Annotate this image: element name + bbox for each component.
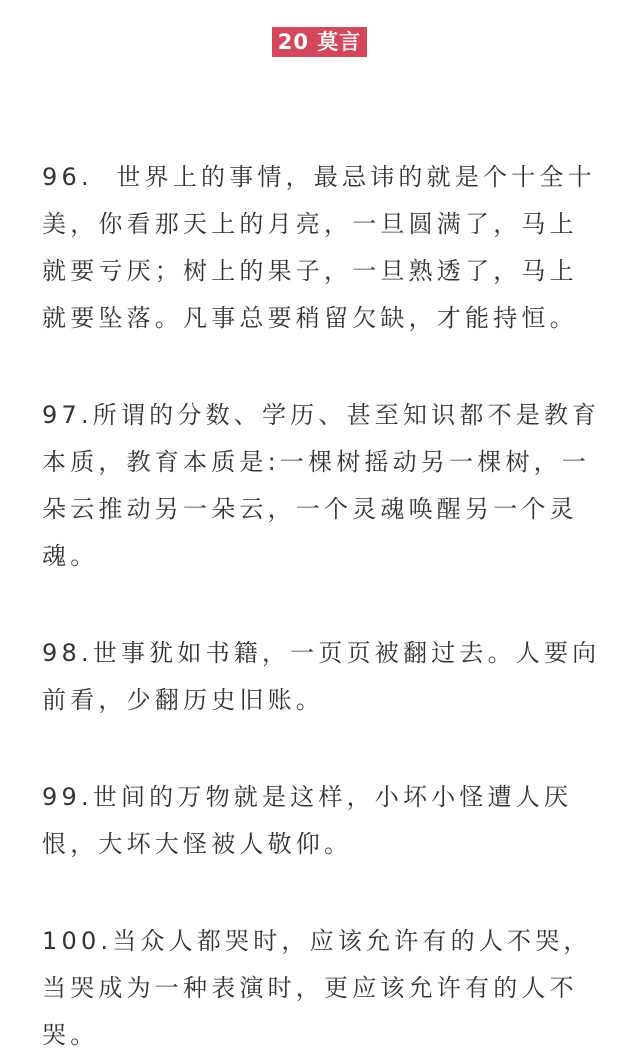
section-title-badge: 20 莫言	[272, 27, 367, 57]
quote-list	[42, 154, 602, 1059]
quote-98: 98.世事犹如书籍，一页页被翻过去。人要向前看，少翻历史旧账。	[42, 639, 601, 714]
quote-97: 97.所谓的分数、学历、甚至知识都不是教育本质，教育本质是:一棵树摇动另一棵树，一朵云推动另一朵云，一个灵魂唤醒另一个灵魂。	[42, 401, 601, 570]
quote-96: 96. 世界上的事情，最忌讳的就是个十全十美，你看那天上的月亮，一旦圆满了，马上就要亏厌；树上的果子，一旦熟透了，马上就要坠落。凡事总要稍留欠缺，才能持恒。	[42, 163, 596, 332]
quote-100: 100.当众人都哭时，应该允许有的人不哭，当哭成为一种表演时，更应该允许有的人不哭。	[42, 927, 592, 1049]
quote-99: 99.世间的万物就是这样，小坏小怪遭人厌恨，大坏大怪被人敬仰。	[42, 783, 573, 858]
